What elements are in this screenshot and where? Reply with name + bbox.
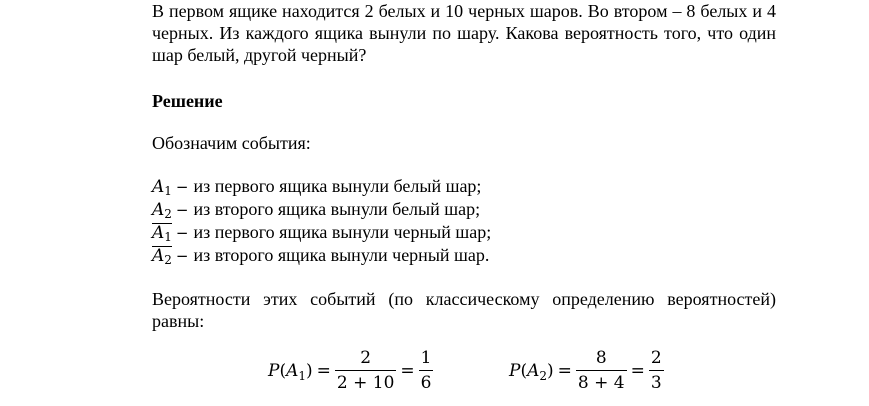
numerator: 1 bbox=[420, 347, 432, 368]
event-symbol-negated: $A_1$ bbox=[152, 223, 172, 244]
probability-intro: Вероятности этих событий (по классическому определению вероятностей) равны: bbox=[152, 289, 776, 331]
events-list bbox=[152, 175, 491, 267]
numerator: 2 bbox=[650, 347, 662, 368]
result-fraction bbox=[419, 348, 434, 394]
fraction bbox=[335, 348, 397, 394]
numerator: 2 bbox=[360, 347, 372, 368]
event-description: из первого ящика вынули белый шар; bbox=[193, 176, 482, 196]
solution-heading: Решение bbox=[152, 91, 223, 111]
event-description: из первого ящика вынули черный шар; bbox=[193, 222, 492, 242]
numerator: 8 bbox=[595, 347, 607, 368]
equals-sign: = bbox=[630, 361, 645, 381]
event-description: из второго ящика вынули черный шар. bbox=[193, 245, 490, 265]
formula-p-a1 bbox=[268, 346, 433, 396]
fraction bbox=[576, 348, 627, 394]
result-fraction bbox=[649, 348, 664, 394]
denominator: 3 bbox=[650, 373, 662, 394]
event-item bbox=[152, 221, 491, 244]
denominator: 2 + 10 bbox=[336, 373, 395, 394]
equals-sign: = bbox=[400, 361, 415, 381]
event-item bbox=[152, 198, 491, 221]
event-symbol: $A_2$ bbox=[152, 200, 172, 221]
events-intro: Обозначим события: bbox=[152, 133, 311, 153]
event-dash: − bbox=[175, 178, 189, 196]
formula-lhs: $P(A_2)$ bbox=[509, 360, 554, 383]
equals-sign: = bbox=[316, 361, 331, 381]
event-dash: − bbox=[175, 201, 189, 219]
event-item bbox=[152, 175, 491, 198]
formulas-row bbox=[152, 346, 776, 406]
formula-p-a2 bbox=[509, 346, 664, 396]
event-symbol: $A_1$ bbox=[152, 177, 172, 198]
event-dash: − bbox=[175, 247, 189, 265]
event-dash: − bbox=[175, 224, 189, 242]
formula-lhs: $P(A_1)$ bbox=[268, 360, 313, 383]
problem-statement: В первом ящике находится 2 белых и 10 черных шаров. Во втором – 8 белых и 4 черных. Из каждого ящика вынули по шару. Какова вероятность того, что один шар белый, другой черный? bbox=[152, 1, 776, 65]
denominator: 6 bbox=[420, 373, 432, 394]
event-symbol-negated: $A_2$ bbox=[152, 246, 172, 267]
event-description: из второго ящика вынули белый шар; bbox=[193, 199, 481, 219]
document-page bbox=[152, 0, 776, 394]
denominator: 8 + 4 bbox=[577, 373, 625, 394]
event-item bbox=[152, 244, 491, 267]
equals-sign: = bbox=[557, 361, 572, 381]
